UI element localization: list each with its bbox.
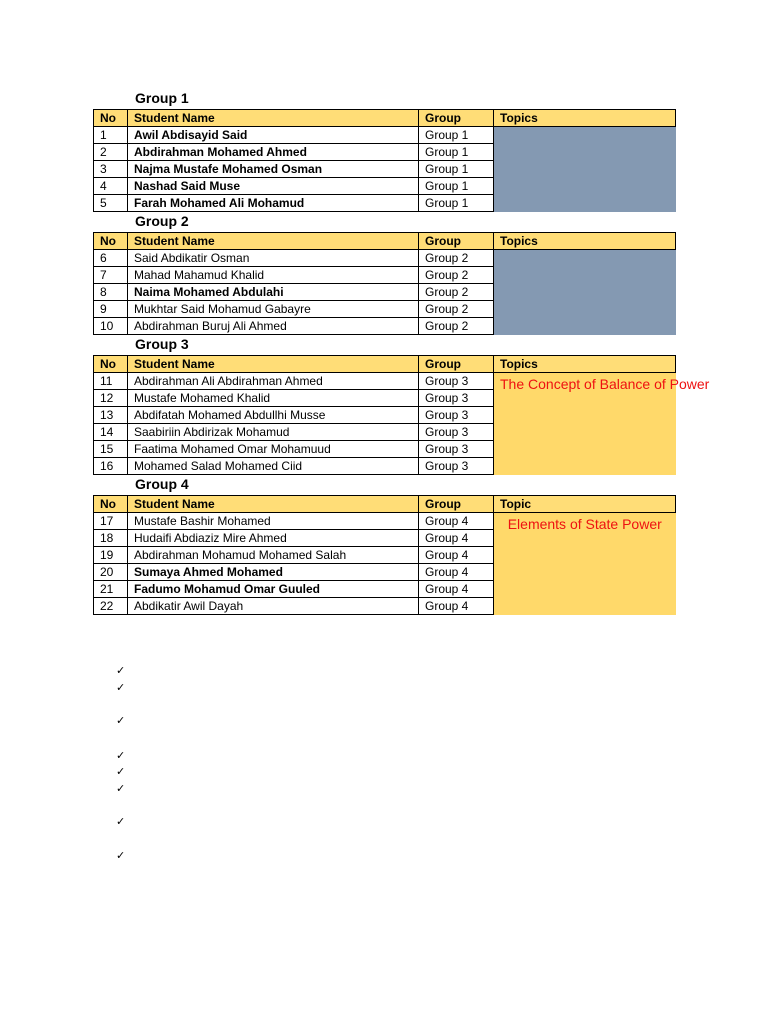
table-header-row: [94, 233, 676, 250]
row-group: Group 4: [419, 513, 494, 530]
header-group: Group: [419, 356, 494, 373]
row-student-name: Mohamed Salad Mohamed Ciid: [128, 458, 419, 475]
header-topic: Topic: [494, 496, 676, 513]
row-group: Group 4: [419, 581, 494, 598]
row-group: Group 3: [419, 458, 494, 475]
checkmark-icon: ✓: [116, 714, 126, 727]
row-student-name: Mustafe Mohamed Khalid: [128, 390, 419, 407]
row-group: Group 3: [419, 441, 494, 458]
row-student-name: Said Abdikatir Osman: [128, 250, 419, 267]
header-topics: Topics: [494, 110, 676, 127]
header-student-name: Student Name: [128, 110, 419, 127]
row-group: Group 1: [419, 144, 494, 161]
header-topics: Topics: [494, 356, 676, 373]
row-group: Group 3: [419, 424, 494, 441]
row-no: 20: [94, 564, 128, 581]
header-group: Group: [419, 496, 494, 513]
row-student-name: Hudaifi Abdiaziz Mire Ahmed: [128, 530, 419, 547]
checkmark-icon: ✓: [116, 664, 126, 677]
group-3-title: Group 3: [135, 336, 189, 352]
row-no: 17: [94, 513, 128, 530]
checkmark-icon: ✓: [116, 849, 126, 862]
row-group: Group 4: [419, 530, 494, 547]
row-student-name: Naima Mohamed Abdulahi: [128, 284, 419, 301]
header-no: No: [94, 496, 128, 513]
row-no: 19: [94, 547, 128, 564]
group-2-title: Group 2: [135, 213, 189, 229]
row-no: 2: [94, 144, 128, 161]
topic-cell: [494, 513, 676, 615]
row-no: 15: [94, 441, 128, 458]
row-group: Group 1: [419, 178, 494, 195]
row-student-name: Abdifatah Mohamed Abdullhi Musse: [128, 407, 419, 424]
table-row: [94, 373, 676, 390]
table-header-row: [94, 496, 676, 513]
row-no: 9: [94, 301, 128, 318]
row-no: 10: [94, 318, 128, 335]
topic-cell: [494, 127, 676, 212]
row-student-name: Mahad Mahamud Khalid: [128, 267, 419, 284]
topic-text: Elements of State Power: [507, 516, 662, 532]
row-student-name: Fadumo Mohamud Omar Guuled: [128, 581, 419, 598]
group-3-table: [93, 355, 710, 475]
row-student-name: Faatima Mohamed Omar Mohamuud: [128, 441, 419, 458]
topic-text: [494, 167, 676, 171]
row-student-name: Saabiriin Abdirizak Mohamud: [128, 424, 419, 441]
row-group: Group 3: [419, 407, 494, 424]
header-group: Group: [419, 233, 494, 250]
row-no: 1: [94, 127, 128, 144]
header-group: Group: [419, 110, 494, 127]
checkmark-icon: ✓: [116, 782, 126, 795]
table-header-row: [94, 110, 676, 127]
row-no: 18: [94, 530, 128, 547]
group-4-title: Group 4: [135, 476, 189, 492]
row-no: 16: [94, 458, 128, 475]
row-group: Group 2: [419, 250, 494, 267]
row-student-name: Mustafe Bashir Mohamed: [128, 513, 419, 530]
row-no: 21: [94, 581, 128, 598]
checkmark-icon: ✓: [116, 765, 126, 778]
table-header-row: [94, 356, 676, 373]
row-group: Group 2: [419, 284, 494, 301]
row-no: 6: [94, 250, 128, 267]
row-student-name: Nashad Said Muse: [128, 178, 419, 195]
row-no: 12: [94, 390, 128, 407]
group-4-table: [93, 495, 676, 615]
row-no: 7: [94, 267, 128, 284]
row-group: Group 2: [419, 318, 494, 335]
row-no: 5: [94, 195, 128, 212]
group-2-table: [93, 232, 676, 335]
row-no: 11: [94, 373, 128, 390]
row-student-name: Abdirahman Mohamed Ahmed: [128, 144, 419, 161]
header-no: No: [94, 233, 128, 250]
row-no: 22: [94, 598, 128, 615]
row-student-name: Abdirahman Buruj Ali Ahmed: [128, 318, 419, 335]
group-1-table: [93, 109, 676, 212]
topic-cell: [494, 250, 676, 335]
row-student-name: Farah Mohamed Ali Mohamud: [128, 195, 419, 212]
row-group: Group 4: [419, 547, 494, 564]
topic-text: The Concept of Balance of Power: [500, 376, 710, 392]
row-student-name: Abdirahman Mohamud Mohamed Salah: [128, 547, 419, 564]
table-row: [94, 127, 676, 144]
topic-cell: [494, 373, 710, 475]
header-student-name: Student Name: [128, 233, 419, 250]
row-student-name: Abdirahman Ali Abdirahman Ahmed: [128, 373, 419, 390]
row-group: Group 2: [419, 267, 494, 284]
topic-text: [494, 290, 676, 294]
header-no: No: [94, 356, 128, 373]
row-group: Group 1: [419, 127, 494, 144]
row-group: Group 3: [419, 373, 494, 390]
row-group: Group 1: [419, 161, 494, 178]
header-no: No: [94, 110, 128, 127]
row-student-name: Mukhtar Said Mohamud Gabayre: [128, 301, 419, 318]
row-student-name: Sumaya Ahmed Mohamed: [128, 564, 419, 581]
row-student-name: Abdikatir Awil Dayah: [128, 598, 419, 615]
table-row: [94, 513, 676, 530]
row-group: Group 4: [419, 598, 494, 615]
row-group: Group 4: [419, 564, 494, 581]
row-no: 8: [94, 284, 128, 301]
row-group: Group 1: [419, 195, 494, 212]
table-row: [94, 250, 676, 267]
row-no: 13: [94, 407, 128, 424]
checkmark-icon: ✓: [116, 749, 126, 762]
row-group: Group 3: [419, 390, 494, 407]
checkmark-icon: ✓: [116, 681, 126, 694]
row-no: 3: [94, 161, 128, 178]
header-student-name: Student Name: [128, 356, 419, 373]
header-student-name: Student Name: [128, 496, 419, 513]
row-group: Group 2: [419, 301, 494, 318]
checkmark-icon: ✓: [116, 815, 126, 828]
group-1-title: Group 1: [135, 90, 189, 106]
header-topics: Topics: [494, 233, 676, 250]
row-student-name: Awil Abdisayid Said: [128, 127, 419, 144]
row-no: 4: [94, 178, 128, 195]
row-student-name: Najma Mustafe Mohamed Osman: [128, 161, 419, 178]
row-no: 14: [94, 424, 128, 441]
